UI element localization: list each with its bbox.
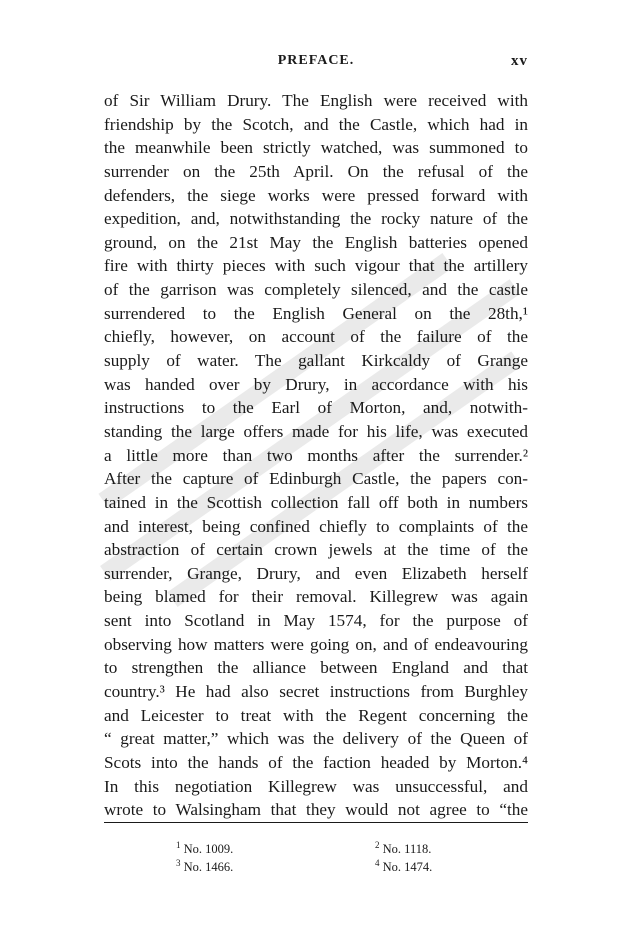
text-line: the meanwhile been strictly watched, was summoned to bbox=[104, 138, 528, 158]
footnote-rule bbox=[104, 822, 528, 823]
text-line: and Leicester to treat with the Regent concerning the bbox=[104, 705, 528, 725]
text-line: Scots into the hands of the faction headed by Morton.⁴ bbox=[104, 752, 528, 772]
text-line: ground, on the 21st May the English batteries opened bbox=[104, 232, 528, 252]
text-line: expedition, and, notwithstanding the rocky nature of the bbox=[104, 209, 528, 229]
text-line: “ great matter,” which was the delivery of the Queen of bbox=[104, 729, 528, 749]
text-line: country.³ He had also secret instructions from Burghley bbox=[104, 682, 528, 702]
text-line: fire with thirty pieces with such vigour that the artillery bbox=[104, 256, 528, 276]
text-line: In this negotiation Killegrew was unsuccessful, and bbox=[104, 776, 528, 796]
text-line: supply of water. The gallant Kirkcaldy of Grange bbox=[104, 351, 528, 371]
text-line: abstraction of certain crown jewels at the time of the bbox=[104, 540, 528, 560]
text-line: being blamed for their removal. Killegrew was again bbox=[104, 587, 528, 607]
text-line: surrender, Grange, Drury, and even Elizabeth herself bbox=[104, 563, 528, 583]
text-line: was handed over by Drury, in accordance with his bbox=[104, 374, 528, 394]
text-line: defenders, the siege works were pressed forward with bbox=[104, 185, 528, 205]
text-line: to strengthen the alliance between England and that bbox=[104, 658, 528, 678]
footnote-text: No. 1009. bbox=[183, 842, 234, 856]
text-line: tained in the Scottish collection fall off both in numbers bbox=[104, 492, 528, 512]
page-header bbox=[104, 53, 528, 75]
text-line: standing the large offers made for his life, was executed bbox=[104, 421, 528, 441]
footnote-text: No. 1118. bbox=[382, 842, 432, 856]
text-line: observing how matters were going on, and of endeavouring bbox=[104, 634, 528, 654]
footnote-1 bbox=[176, 840, 233, 858]
footnote-mark: 2 bbox=[375, 839, 380, 850]
footnote-mark: 1 bbox=[176, 839, 181, 850]
text-line: friendship by the Scotch, and the Castle, which had in bbox=[104, 114, 528, 134]
text-line: a little more than two months after the surrender.² bbox=[104, 445, 528, 465]
text-line: surrendered to the English General on the 28th,¹ bbox=[104, 303, 528, 323]
body-text bbox=[104, 89, 528, 822]
text-line: of the garrison was completely silenced, and the castle bbox=[104, 280, 528, 300]
footnote-mark: 4 bbox=[375, 857, 380, 868]
page-number: xv bbox=[511, 53, 528, 69]
text-line: of Sir William Drury. The English were received with bbox=[104, 91, 528, 110]
text-line: surrender on the 25th April. On the refusal of the bbox=[104, 161, 528, 181]
footnote-4 bbox=[375, 858, 432, 876]
footnote-text: No. 1474. bbox=[382, 860, 433, 874]
footnote-2 bbox=[375, 840, 431, 858]
text-line: sent into Scotland in May 1574, for the purpose of bbox=[104, 611, 528, 631]
footnote-text: No. 1466. bbox=[183, 860, 234, 874]
text-line: chiefly, however, on account of the failure of the bbox=[104, 327, 528, 347]
text-line: wrote to Walsingham that they would not agree to “the bbox=[104, 800, 528, 820]
running-head: PREFACE. bbox=[277, 53, 355, 68]
footnote-3 bbox=[176, 858, 233, 876]
footnote-mark: 3 bbox=[176, 857, 181, 868]
text-line: After the capture of Edinburgh Castle, the papers con- bbox=[104, 469, 528, 489]
text-line: and interest, being confined chiefly to complaints of the bbox=[104, 516, 528, 536]
text-line: instructions to the Earl of Morton, and, notwith- bbox=[104, 398, 528, 418]
